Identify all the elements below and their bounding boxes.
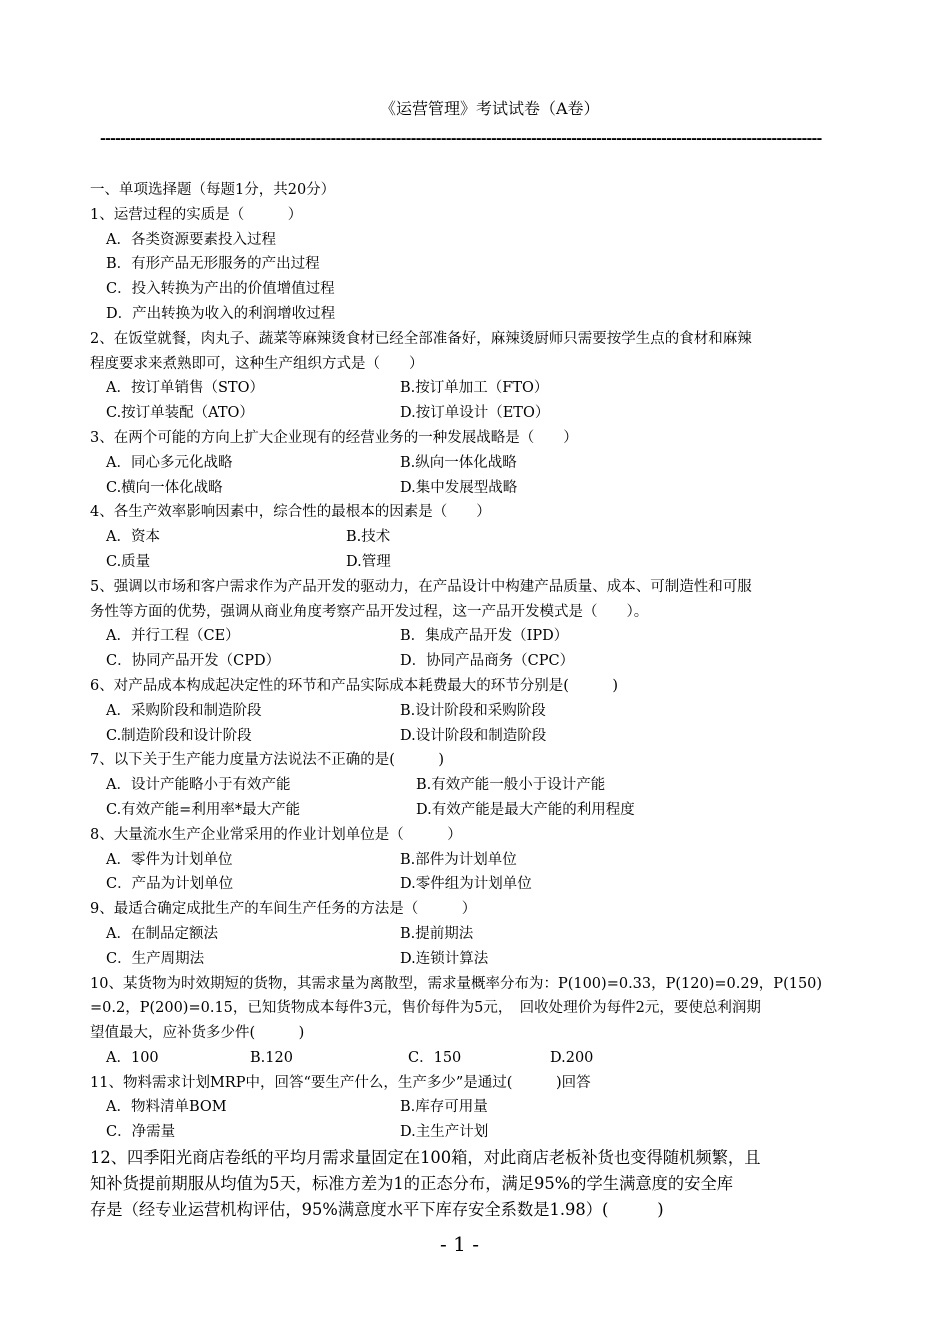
question-2-line1: 2、在饭堂就餐，肉丸子、蔬菜等麻辣烫食材已经全部准备好，麻辣烫厨师只需要按学生点的食材和麻辣 bbox=[90, 330, 752, 347]
option-a: A．资本 bbox=[106, 529, 160, 546]
option-a: A．物料清单BOM bbox=[106, 1099, 227, 1116]
option-row bbox=[90, 376, 862, 401]
option-a: A．采购阶段和制造阶段 bbox=[106, 702, 262, 719]
question-1: 1、运营过程的实质是（ ） bbox=[90, 206, 303, 223]
option-c: C.制造阶段和设计阶段 bbox=[106, 727, 252, 744]
option-c: C．150 bbox=[408, 1049, 462, 1066]
option-a: A．同心多元化战略 bbox=[106, 454, 233, 471]
option-d: D．产出转换为收入的利润增收过程 bbox=[106, 305, 336, 322]
question-5-line2: 务性等方面的优势，强调从商业角度考察产品开发过程，这一产品开发模式是（ ）。 bbox=[90, 603, 649, 620]
option-b: B.设计阶段和采购阶段 bbox=[400, 702, 546, 719]
option-row bbox=[90, 848, 862, 873]
option-d: D.零件组为计划单位 bbox=[400, 876, 532, 893]
question-3: 3、在两个可能的方向上扩大企业现有的经营业务的一种发展战略是（ ） bbox=[90, 429, 578, 446]
option-row bbox=[90, 922, 862, 947]
section-heading: 一、单项选择题（每题1分，共20分） bbox=[90, 182, 336, 198]
option-b: B.技术 bbox=[346, 529, 391, 546]
option-a: A．按订单销售（STO） bbox=[106, 380, 264, 397]
question-10-line1: 10、某货物为时效期短的货物，其需求量为离散型，需求量概率分布为：P(100)=0.33，P(120)=0.29，P(150) bbox=[90, 975, 823, 992]
option-d: D.设计阶段和制造阶段 bbox=[400, 727, 547, 744]
option-c: C.按订单装配（ATO） bbox=[106, 405, 254, 422]
option-row bbox=[90, 1095, 862, 1120]
question-9: 9、最适合确定成批生产的车间生产任务的方法是（ ） bbox=[90, 901, 477, 918]
question-12-line3: 存是（经专业运营机构评估，95%满意度水平下库存安全系数是1.98）( ) bbox=[90, 1200, 664, 1220]
option-row bbox=[90, 401, 862, 426]
option-b: B.部件为计划单位 bbox=[400, 851, 517, 868]
question-10-line3: 望值最大，应补货多少件( ) bbox=[90, 1025, 305, 1042]
option-row bbox=[90, 302, 862, 327]
option-row bbox=[90, 947, 862, 972]
option-row bbox=[90, 525, 862, 550]
option-row bbox=[90, 798, 862, 823]
option-a: A．设计产能略小于有效产能 bbox=[106, 777, 291, 794]
option-b: B.提前期法 bbox=[400, 925, 474, 942]
option-b: B．有形产品无形服务的产出过程 bbox=[106, 256, 320, 273]
option-row bbox=[90, 476, 862, 501]
option-c: C．生产周期法 bbox=[106, 950, 205, 967]
option-b: B．集成产品开发（IPD） bbox=[400, 628, 569, 645]
option-a: A．各类资源要素投入过程 bbox=[106, 231, 276, 248]
question-11: 11、物料需求计划MRP中，回答“要生产什么，生产多少”是通过( )回答 bbox=[90, 1074, 591, 1091]
option-d: D.主生产计划 bbox=[400, 1124, 489, 1141]
question-12 bbox=[90, 1145, 862, 1223]
option-b: B.库存可用量 bbox=[400, 1099, 488, 1116]
question-6: 6、对产品成本构成起决定性的环节和产品实际成本耗费最大的环节分别是( ) bbox=[90, 677, 619, 694]
question-4: 4、各生产效率影响因素中，综合性的最根本的因素是（ ） bbox=[90, 504, 491, 521]
option-b: B.纵向一体化战略 bbox=[400, 454, 517, 471]
option-a: A．并行工程（CE） bbox=[106, 628, 240, 645]
page-title: 《运营管理》考试试卷（A卷） bbox=[380, 99, 600, 118]
question-8: 8、大量流水生产企业常采用的作业计划单位是（ ） bbox=[90, 826, 462, 843]
option-d: D.200 bbox=[550, 1049, 594, 1066]
option-row bbox=[90, 773, 862, 798]
option-row bbox=[90, 872, 862, 897]
option-c: C．协同产品开发（CPD） bbox=[106, 653, 281, 670]
option-c: C．产品为计划单位 bbox=[106, 876, 234, 893]
option-c: C．投入转换为产出的价值增值过程 bbox=[106, 281, 335, 298]
question-2-line2: 程度要求来煮熟即可，这种生产组织方式是（ ） bbox=[90, 355, 424, 372]
option-d: D.连锁计算法 bbox=[400, 950, 489, 967]
option-row bbox=[90, 1120, 862, 1145]
option-row bbox=[90, 699, 862, 724]
page-number: - 1 - bbox=[440, 1232, 479, 1256]
option-row bbox=[90, 277, 862, 302]
option-row bbox=[90, 649, 862, 674]
option-a: A．100 bbox=[106, 1049, 159, 1066]
option-b: B.120 bbox=[250, 1049, 293, 1066]
option-d: D.按订单设计（ETO） bbox=[400, 405, 550, 422]
separator-line: ------------------------------------------------------------------------------------------------------------------------------------------------ bbox=[100, 131, 822, 147]
option-row bbox=[90, 252, 862, 277]
option-d: D.有效产能是最大产能的利用程度 bbox=[416, 801, 635, 818]
option-b: B.按订单加工（FTO） bbox=[400, 380, 549, 397]
option-d: D．协同产品商务（CPC） bbox=[400, 653, 575, 670]
option-d: D.管理 bbox=[346, 553, 391, 570]
option-c: C．净需量 bbox=[106, 1124, 176, 1141]
question-7: 7、以下关于生产能力度量方法说法不正确的是( ) bbox=[90, 752, 445, 769]
question-12-line2: 知补货提前期服从均值为5天，标准方差为1的正态分布，满足95%的学生满意度的安全库 bbox=[90, 1174, 734, 1194]
option-a: A．零件为计划单位 bbox=[106, 851, 233, 868]
option-d: D.集中发展型战略 bbox=[400, 479, 518, 496]
option-row bbox=[90, 724, 862, 749]
option-b: B.有效产能一般小于设计产能 bbox=[416, 777, 606, 794]
option-c: C.横向一体化战略 bbox=[106, 479, 223, 496]
option-a: A．在制品定额法 bbox=[106, 925, 218, 942]
question-list bbox=[90, 178, 862, 1223]
option-row bbox=[90, 550, 862, 575]
option-row bbox=[90, 1046, 862, 1071]
option-row bbox=[90, 624, 862, 649]
option-row bbox=[90, 451, 862, 476]
option-c: C.质量 bbox=[106, 553, 151, 570]
option-c: C.有效产能=利用率*最大产能 bbox=[106, 801, 301, 818]
question-5-line1: 5、强调以市场和客户需求作为产品开发的驱动力，在产品设计中构建产品质量、成本、可制造性和可服 bbox=[90, 578, 752, 595]
question-12-line1: 12、四季阳光商店卷纸的平均月需求量固定在100箱，对此商店老板补货也变得随机频繁，且 bbox=[90, 1148, 761, 1168]
question-10-line2: =0.2，P(200)=0.15，已知货物成本每件3元，售价每件为5元， 回收处理价为每件2元，要使总利润期 bbox=[90, 1000, 761, 1017]
option-row bbox=[90, 228, 862, 253]
